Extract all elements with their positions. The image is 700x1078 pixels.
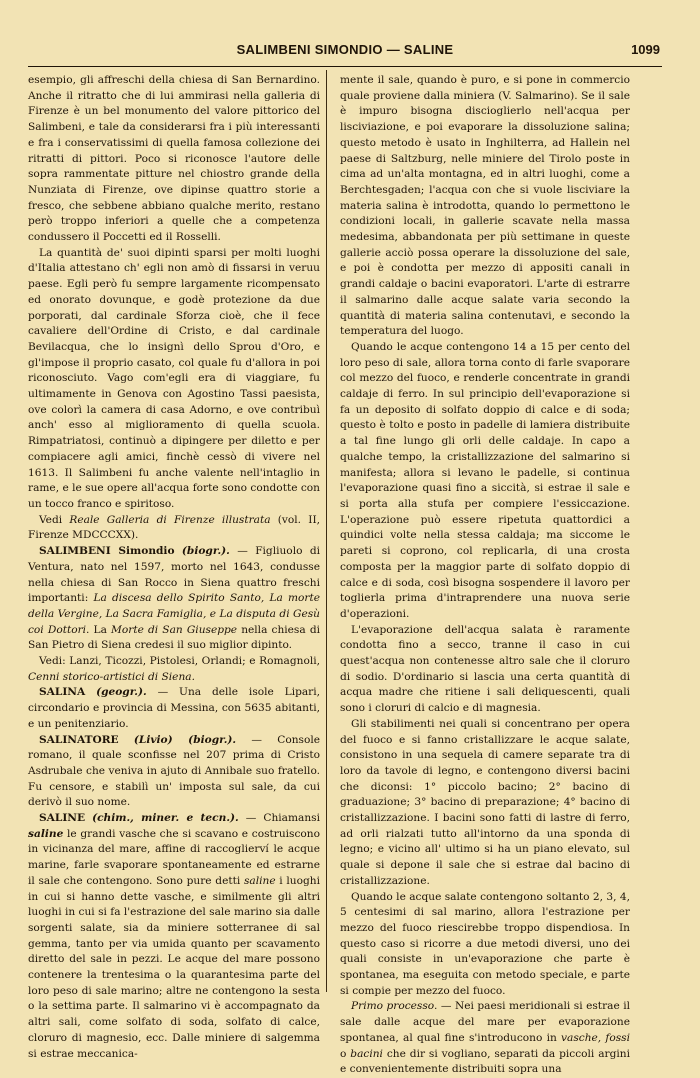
entry-text: i luoghi in cui si hanno dette vasche, e similmente gli altri luoghi in cui si fa l'estrazione del sale marino sia dalle sorgenti salate, sia da miniere sotterranee di sal gemma, tanto per via umida quanto per scavamento diretto del sale in pezzi. Le acque del mare possono contenere la trentesima o la quarantesima parte del loro peso di sale marino; altre ne contengono la sesta o la settima parte. Il salmarino vi è accompagnato da altri sali, come solfato di soda, solfato di calce, cloruro di magnesio, ecc. Dalle miniere di salgemma si estrae meccanica- <box>28 874 320 1060</box>
see-also-text: Vedi: Lanzi, Ticozzi, Pistolesi, Orlandi; e Romagnoli, <box>39 655 320 668</box>
entry-text: — Figliuolo di Ventura, nato nel 1597, morto nel 1643, condusse nella chiesa di San Rocco in Siena quattro freschi importanti: <box>28 545 321 605</box>
entry-text: nella chiesa di San Pietro di Siena credesi il suo miglior dipinto. <box>28 623 320 652</box>
entry-headword: SALINATORE <box>39 733 119 746</box>
section-label: Primo processo. <box>351 1000 438 1013</box>
see-also-title: Cenni storico-artistici di Siena. <box>28 670 195 683</box>
page-number: 1099 <box>631 42 660 57</box>
entry-tag: (chim., miner. e tecn.). <box>92 812 239 825</box>
entry-text: — Una delle isole Lipari, circondario e provincia di Messina, con 5635 abitanti, e un penitenziario. <box>28 686 320 730</box>
header-rule <box>28 66 662 67</box>
paragraph: Quando le acque salate contengono soltanto 2, 3, 4, 5 centesimi di sal marino, allora l'estrazione per mezzo del fuoco riescirebbe troppo dispendiosa. In questo caso si ricorre a due metodi diversi, uno dei quali consiste in un'evaporazione che parte è spontanea, ma eseguita con metodo speciale, e parte si compie per mezzo del fuoco. <box>340 890 630 997</box>
running-title: SALIMBENI SIMONDIO — SALINE <box>236 42 454 57</box>
entry-text: La <box>89 623 112 636</box>
entry-text: — Console romano, il quale sconfisse nel 207 prima di Cristo Asdrubale che veniva in ajuto di Annibale suo fratello. Fu censore, e stabilì un' imposta sul sale, da cui derivò il suo nome. <box>28 733 320 809</box>
reference-text: Vedi <box>39 513 70 526</box>
entry-tag: (geogr.). <box>96 686 147 699</box>
left-column <box>28 73 320 1062</box>
paragraph: Quando le acque contengono 14 a 15 per cento del loro peso di sale, allora torna conto di farle svaporare col mezzo del fuoco, e renderle concentrate in grandi caldaje di ferro. In sul principio dell'evaporazione si fa un deposito di solfato doppio di calce e di soda; questo è tolto e posto in padelle di lamiera distribuite a tal fine lungo gli orli delle caldaje. In capo a qualche tempo, la cristallizzazione del salmarino si manifesta; allora si levano le padelle, si continua l'evaporazione quasi fino a siccità, si estrae il sale e si porta alla stufa per compiere l'essiccazione. L'operazione può essere ripetuta quattordici a quindici volte nella stessa caldaja; ma siccome le pareti si coprono, col replicarla, di una crosta composta per la maggior parte di solfato doppio di calce e di soda, così bisogna sospendere il lavoro per toglierla prima d'intraprendere una nuova serie d'operazioni. <box>340 340 630 620</box>
paragraph-text: — Nei paesi meridionali si estrae il sale dalle acque del mare per evaporazione spontanea, al qual fine s'introducono in <box>340 1000 630 1044</box>
entry-salinatore <box>28 733 320 812</box>
term: saline <box>28 827 64 840</box>
entry-headword: SALIMBENI Simondio <box>39 545 175 558</box>
column-divider <box>326 70 327 992</box>
entry-tag: (biogr.). <box>181 545 230 558</box>
paragraph: La quantità de' suoi dipinti sparsi per molti luoghi d'Italia attestano ch' egli non amò di fissarsi in veruu paese. Egli però fu sempre largamente ricompensato ed onorato dovunque, e godè protezione da due porporati, dal cardinale Sforza cioè, che il fece cavaliere dell'Ordine di Cristo, e dal cardinale Bevilacqua, che lo insignì dello Sprou d'Oro, e gl'impose il proprio casato, col quale fu d'allora in poi riconosciuto. Vago com'egli era di viaggiare, fu ultimamente in Genova con Agostino Tassi paesista, ove colorì la camera di casa Adorno, e ove contribuì anch' esso al miglioramento di quella scuola. Rimpatriatosi, continuò a dipingere per diletto e per compiacere agli amici, finchè cessò di vivere nel 1613. Il Salimbeni fu anche valente nell'intaglio in rame, e le sue opere all'acqua forte sono condotte con un tocco franco e spiritoso. <box>28 246 320 510</box>
paragraph-text: che dir si vogliano, separati da piccoli argini e convenientemente distribuiti sopra una <box>340 1047 630 1076</box>
reference-text: (vol. II, Firenze MDCCCXX). <box>28 513 320 542</box>
entry-text: le grandi vasche che si scavano e costruiscono in vicinanza del mare, affine di raccoglierví le acque marine, farle svaporare spontaneamente ed estrarne il sale che contengono. Sono pure detti <box>28 827 320 887</box>
entry-text: — Chiamansi <box>238 812 320 825</box>
reference-title: Reale Galleria di Firenze illustrata <box>69 513 271 526</box>
entry-tag: (Livio) (biogr.). <box>133 733 237 746</box>
works-list: La discesa dello Spirito Santo, La morte della Vergine, La Sacra Famiglia, e La disputa di Gesù coi Dottori. <box>28 592 320 636</box>
entry-headword: SALINA <box>39 686 86 699</box>
term: saline <box>243 874 276 887</box>
paragraph: Gli stabilimenti nei quali si concentrano per opera del fuoco e si fanno cristallizzare le acque salate, consistono in una sequela di camere separate tra di loro da tavole di legno, e contengono diversi bacini che diconsi: 1° piccolo bacino; 2° bacino di graduazione; 3° bacino di preparazione; 4° bacino di cristallizzazione. I bacini sono fatti di lastre di ferro, ad orli rialzati tutto all'intorno da una sponda di legno; e vicino all' ultimo si ha un piano elevato, sul quale si depone il sale che si estrae dal bacino di cristallizzazione. <box>340 717 630 887</box>
paragraph-primo-processo <box>340 999 630 1078</box>
entry-salimbeni <box>28 544 320 654</box>
paragraph-text: o <box>340 1047 351 1060</box>
entry-saline <box>28 811 320 1062</box>
see-also <box>28 654 320 685</box>
entry-salina <box>28 685 320 732</box>
page-header <box>30 42 660 62</box>
term: bacini <box>350 1047 383 1060</box>
term: vasche, fossi <box>561 1031 630 1044</box>
paragraph: L'evaporazione dell'acqua salata è raramente condotta fino a secco, tranne il caso in cui quest'acqua non contenesse altro sale che il cloruro di sodio. D'ordinario si lascia una certa quantità di acqua madre che ritiene i sali deliquescenti, quali sono i cloruri di calcio e di magnesia. <box>340 623 630 715</box>
paragraph: mente il sale, quando è puro, e si pone in commercio quale proviene dalla miniera (V. Salmarino). Se il sale è impuro bisogna discioglierlo nell'acqua per lisciviazione, e poi evaporare la dissoluzione salina; questo metodo è usato in Inghilterra, ad Hallein nel paese di Saltzburg, nelle miniere del Tirolo poste in cima ad un'alta montagna, ed in altri luoghi, come a Berchtesgaden; l'acqua con che si vuole lisciviare la materia salina è introdotta, quando lo permettono le condizioni locali, in gallerie scavate nella massa medesima, abbandonata per più settimane in queste gallerie acciò possa operare la dissoluzione del sale, e poi è condotta per mezzo di appositi canali in grandi caldaje o bacini evaporatori. L'arte di estrarre il salmarino dalle acque salate varia secondo la quantità di materia salina contenutavi, e secondo la temperatura del luogo. <box>340 74 630 338</box>
paragraph: esempio, gli affreschi della chiesa di San Bernardino. Anche il ritratto che di lui ammirasi nella galleria di Firenze è un bel monumento del valore pittorico del Salimbeni, e tale da considerarsi fra i più interessanti e fra i conservatissimi di quella famosa collezione dei ritratti di pittori. Poco si riconosce l'autore delle sopra rammentate pitture nel chiostro grande della Nunziata di Firenze, ove dipinse quattro storie a fresco, che sebbene abbiano qualche merito, restano però troppo inferiori a quelle che a competenza condussero il Poccetti ed il Rosselli. <box>28 74 320 244</box>
work-title: Morte di San Giuseppe <box>111 623 238 636</box>
right-column <box>340 73 630 1078</box>
entry-headword: SALINE <box>39 812 86 825</box>
reference-paragraph <box>28 513 320 544</box>
